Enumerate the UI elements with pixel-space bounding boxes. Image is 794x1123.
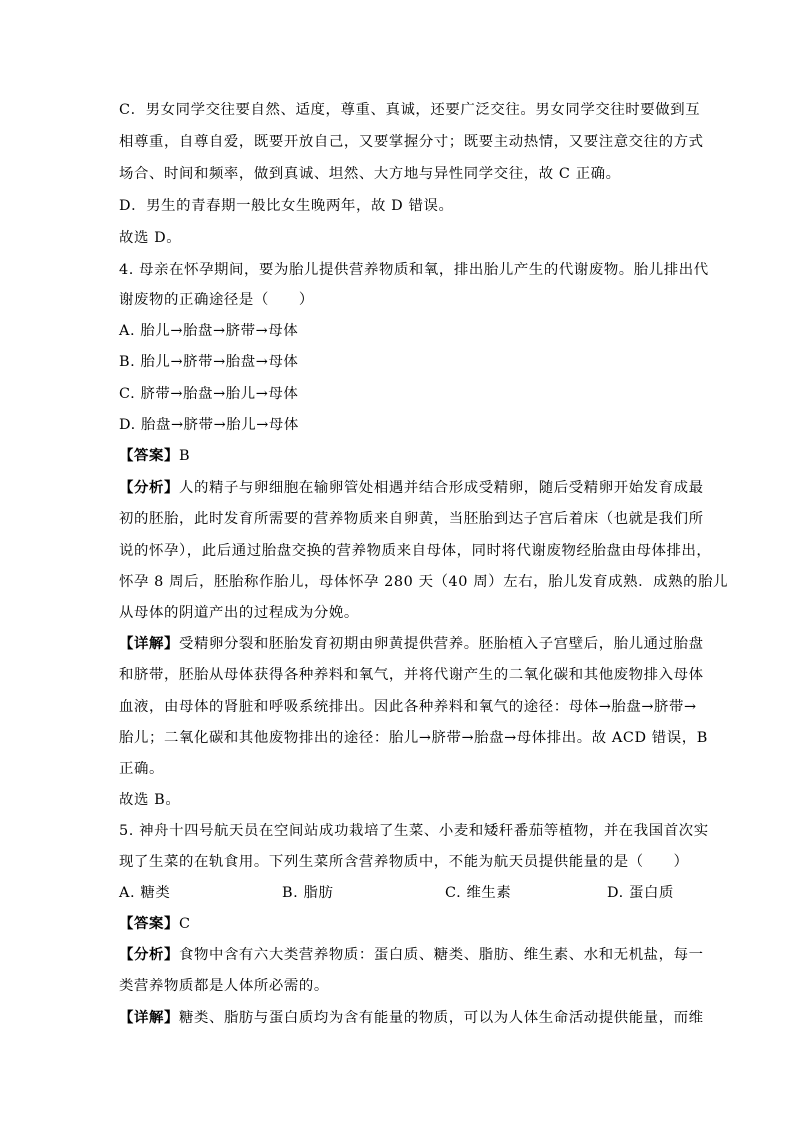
analysis-tag: 【分析】 <box>119 480 179 496</box>
q5-option-a: A. 糖类 <box>119 885 171 901</box>
q3-option-c-line-3: 场合、时间和频率，做到真诚、坦然、大方地与异性同学交往，故 C 正确。 <box>119 166 621 182</box>
answer-value: B <box>178 448 191 464</box>
q3-choice: 故选 D。 <box>119 230 182 246</box>
q3-option-c-line-2: 相尊重，自尊自爱，既要开放自己，又要掌握分寸；既要主动热情，又要注意交往的方式 <box>119 134 704 150</box>
q4-analysis-line-1 <box>119 478 704 498</box>
q5-analysis-line-2: 类营养物质都是人体所必需的。 <box>119 978 329 994</box>
q5-stem-line-2: 现了生菜的在轨食用。下列生菜所含营养物质中，不能为航天员提供能量的是（ ） <box>119 854 689 870</box>
q3-option-d-line: D．男生的青春期一般比女生晚两年，故 D 错误。 <box>119 198 454 214</box>
q5-option-b: B. 脂肪 <box>282 885 334 901</box>
q4-analysis-line-5: 从母体的阴道产出的过程成为分娩。 <box>119 605 359 621</box>
q4-option-d: D. 胎盘→脐带→胎儿→母体 <box>119 417 299 433</box>
q4-stem-line-1: 4. 母亲在怀孕期间，要为胎儿提供营养物质和氧，排出胎儿产生的代谢废物。胎儿排出代 <box>119 262 709 278</box>
q5-stem-line-1: 5. 神舟十四号航天员在空间站成功栽培了生菜、小麦和矮秆番茄等植物，并在我国首次实 <box>119 823 709 839</box>
answer-tag: 【答案】 <box>119 916 179 932</box>
q4-stem-line-2: 谢废物的正确途径是（ ） <box>119 292 314 308</box>
q4-option-a: A. 胎儿→胎盘→脐带→母体 <box>119 323 299 339</box>
analysis-tag: 【分析】 <box>119 947 179 963</box>
q4-detail-line-4: 胎儿；二氧化碳和其他废物排出的途径：胎儿→脐带→胎盘→母体排出。故 ACD 错误，B <box>119 730 708 746</box>
q4-analysis-line-4: 怀孕 8 周后，胚胎称作胎儿，母体怀孕 280 天（40 周）左右，胎儿发育成熟．成熟的胎儿 <box>119 574 729 590</box>
q4-analysis-line-3: 说的怀孕），此后通过胎盘交换的营养物质来自母体，同时将代谢废物经胎盘由母体排出， <box>119 543 712 559</box>
q4-option-b: B. 胎儿→脐带→胎盘→母体 <box>119 354 299 370</box>
q5-analysis-line-1 <box>119 945 704 965</box>
q4-detail-line-2: 和脐带，胚胎从母体获得各种养料和氧气，并将代谢产生的二氧化碳和其他废物排入母体 <box>119 667 704 683</box>
detail-tag: 【详解】 <box>119 1010 179 1026</box>
detail-tag: 【详解】 <box>119 636 179 652</box>
q4-detail-line-5: 正确。 <box>119 761 164 777</box>
q4-analysis-line-2: 初的胚胎，此时发育所需要的营养物质来自卵黄，当胚胎到达子宫后着床（也就是我们所 <box>119 511 704 527</box>
detail-text: 糖类、脂肪与蛋白质均为含有能量的物质，可以为人体生命活动提供能量，而维 <box>178 1010 704 1026</box>
analysis-text: 人的精子与卵细胞在输卵管处相遇并结合形成受精卵，随后受精卵开始发育成最 <box>178 480 704 496</box>
q4-detail-line-3: 血液，由母体的肾脏和呼吸系统排出。因此各种养料和氧气的途径：母体→胎盘→脐带→ <box>119 699 697 715</box>
answer-value: C <box>178 916 191 932</box>
detail-text: 受精卵分裂和胚胎发育初期由卵黄提供营养。胚胎植入子宫壁后，胎儿通过胎盘 <box>178 636 704 652</box>
q3-option-c-line-1: C．男女同学交往要自然、适度，尊重、真诚，还要广泛交往。男女同学交往时要做到互 <box>119 102 701 118</box>
analysis-text: 食物中含有六大类营养物质：蛋白质、糖类、脂肪、维生素、水和无机盐，每一 <box>178 947 704 963</box>
q5-option-d: D. 蛋白质 <box>607 885 674 901</box>
q5-detail-line-1 <box>119 1008 704 1028</box>
q5-option-c: C. 维生素 <box>445 885 512 901</box>
answer-tag: 【答案】 <box>119 448 179 464</box>
q5-answer <box>119 914 191 934</box>
q4-choice: 故选 B。 <box>119 792 181 808</box>
q4-detail-line-1 <box>119 634 704 654</box>
q4-option-c: C. 脐带→胎盘→胎儿→母体 <box>119 386 299 402</box>
q4-answer <box>119 446 190 466</box>
